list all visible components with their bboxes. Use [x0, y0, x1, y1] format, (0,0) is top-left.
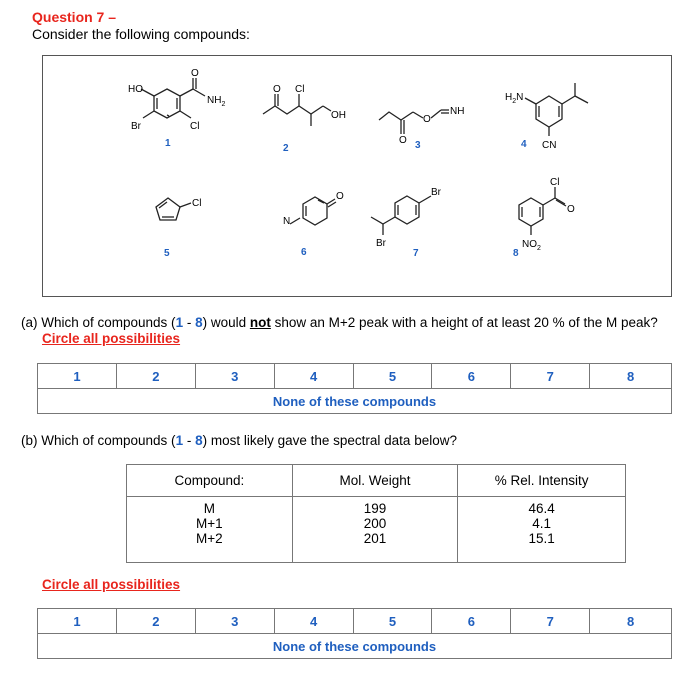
part-a-choice-5[interactable]: 5: [353, 364, 432, 389]
spectral-weights-cell: [292, 497, 458, 563]
compound-4-ring: [536, 96, 562, 127]
part-a-choices: [37, 363, 672, 414]
compound-number-2: 2: [283, 143, 289, 154]
weight-m: 199: [363, 501, 387, 516]
structures-drawing: [43, 56, 673, 298]
part-a-choice-7[interactable]: 7: [511, 364, 590, 389]
part-a-choice-2[interactable]: 2: [116, 364, 195, 389]
compound-number-1: 1: [165, 138, 171, 149]
part-a-choice-8[interactable]: 8: [590, 364, 672, 389]
part-b-choice-6[interactable]: 6: [432, 609, 511, 634]
weight-m1: 200: [363, 516, 387, 531]
compound-number-6: 6: [301, 247, 307, 258]
c4-h2n-label: $H_2N$: [505, 92, 524, 105]
structures-panel: [42, 55, 672, 297]
part-b-choice-5[interactable]: 5: [353, 609, 432, 634]
part-a-question: (a) Which of compounds (1 - 8) would not show an M+2 peak with a height of at least 20 % of the M peak?: [21, 315, 658, 330]
compound-number-5: 5: [164, 248, 170, 259]
c1-nh2-label: $NH_2$: [207, 95, 226, 108]
spectral-header-mol-weight: Mol. Weight: [292, 465, 458, 497]
c3-o1-label: O: [423, 114, 431, 125]
peak-m1: M+1: [196, 516, 223, 531]
spectral-header-compound: Compound:: [127, 465, 293, 497]
part-b-choice-7[interactable]: 7: [511, 609, 590, 634]
part-b-choice-4[interactable]: 4: [274, 609, 353, 634]
intensity-m1: 4.1: [532, 516, 552, 531]
spectral-header-intensity: % Rel. Intensity: [458, 465, 626, 497]
c8-cl-label: Cl: [550, 177, 560, 188]
c6-n-label: N: [283, 216, 291, 227]
c2-o-label: O: [273, 84, 281, 95]
spectral-peaks-cell: [127, 497, 293, 563]
c1-ho-label: HO: [128, 84, 143, 95]
compound-number-3: 3: [415, 140, 421, 151]
compound-3-chain: [379, 112, 413, 120]
part-b-choice-2[interactable]: 2: [116, 609, 195, 634]
peak-m: M: [203, 501, 215, 516]
c6-o-label: O: [336, 191, 344, 202]
c1-o-label: O: [191, 68, 199, 79]
intensity-m2: 15.1: [528, 531, 555, 546]
intensity-m: 46.4: [528, 501, 555, 516]
c1-cl-label: Cl: [190, 121, 200, 132]
question-intro: Consider the following compounds:: [32, 26, 250, 42]
part-b-question: (b) Which of compounds (1 - 8) most likely gave the spectral data below?: [21, 433, 457, 448]
part-b-choice-3[interactable]: 3: [195, 609, 274, 634]
compound-number-8: 8: [513, 248, 519, 259]
compound-1-ring: [154, 89, 180, 118]
part-b-choice-none[interactable]: None of these compounds: [38, 634, 672, 659]
part-b-choice-1[interactable]: 1: [38, 609, 117, 634]
weight-m2: 201: [363, 531, 387, 546]
part-a-choice-6[interactable]: 6: [432, 364, 511, 389]
c8-no2-label: $NO_2$: [522, 239, 541, 252]
spectral-data-table: [126, 464, 626, 563]
c1-br-label: Br: [131, 121, 141, 132]
compound-number-4: 4: [521, 139, 527, 150]
c3-o2-label: O: [399, 135, 407, 146]
part-a-choice-4[interactable]: 4: [274, 364, 353, 389]
part-b-choices: [37, 608, 672, 659]
c5-cl-label: Cl: [192, 198, 202, 209]
part-a-choice-3[interactable]: 3: [195, 364, 274, 389]
c3-nh-label: NH: [450, 106, 465, 117]
c8-o-label: O: [567, 204, 575, 215]
c7-br1-label: Br: [431, 187, 441, 198]
c2-cl-label: Cl: [295, 84, 305, 95]
question-title: Question 7 –: [32, 9, 117, 25]
c2-oh-label: OH: [331, 110, 346, 121]
c4-cn-label: CN: [542, 140, 557, 151]
spectral-intensity-cell: [458, 497, 626, 563]
part-b-instruction: Circle all possibilities: [42, 577, 181, 592]
part-a-choice-1[interactable]: 1: [38, 364, 117, 389]
compound-2-chain: [263, 106, 323, 114]
part-b-choice-8[interactable]: 8: [590, 609, 672, 634]
part-a-choice-none[interactable]: None of these compounds: [38, 389, 672, 414]
peak-m2: M+2: [196, 531, 223, 546]
part-a-instruction: Circle all possibilities: [42, 331, 181, 346]
c7-br2-label: Br: [376, 238, 386, 249]
compound-number-7: 7: [413, 248, 419, 259]
